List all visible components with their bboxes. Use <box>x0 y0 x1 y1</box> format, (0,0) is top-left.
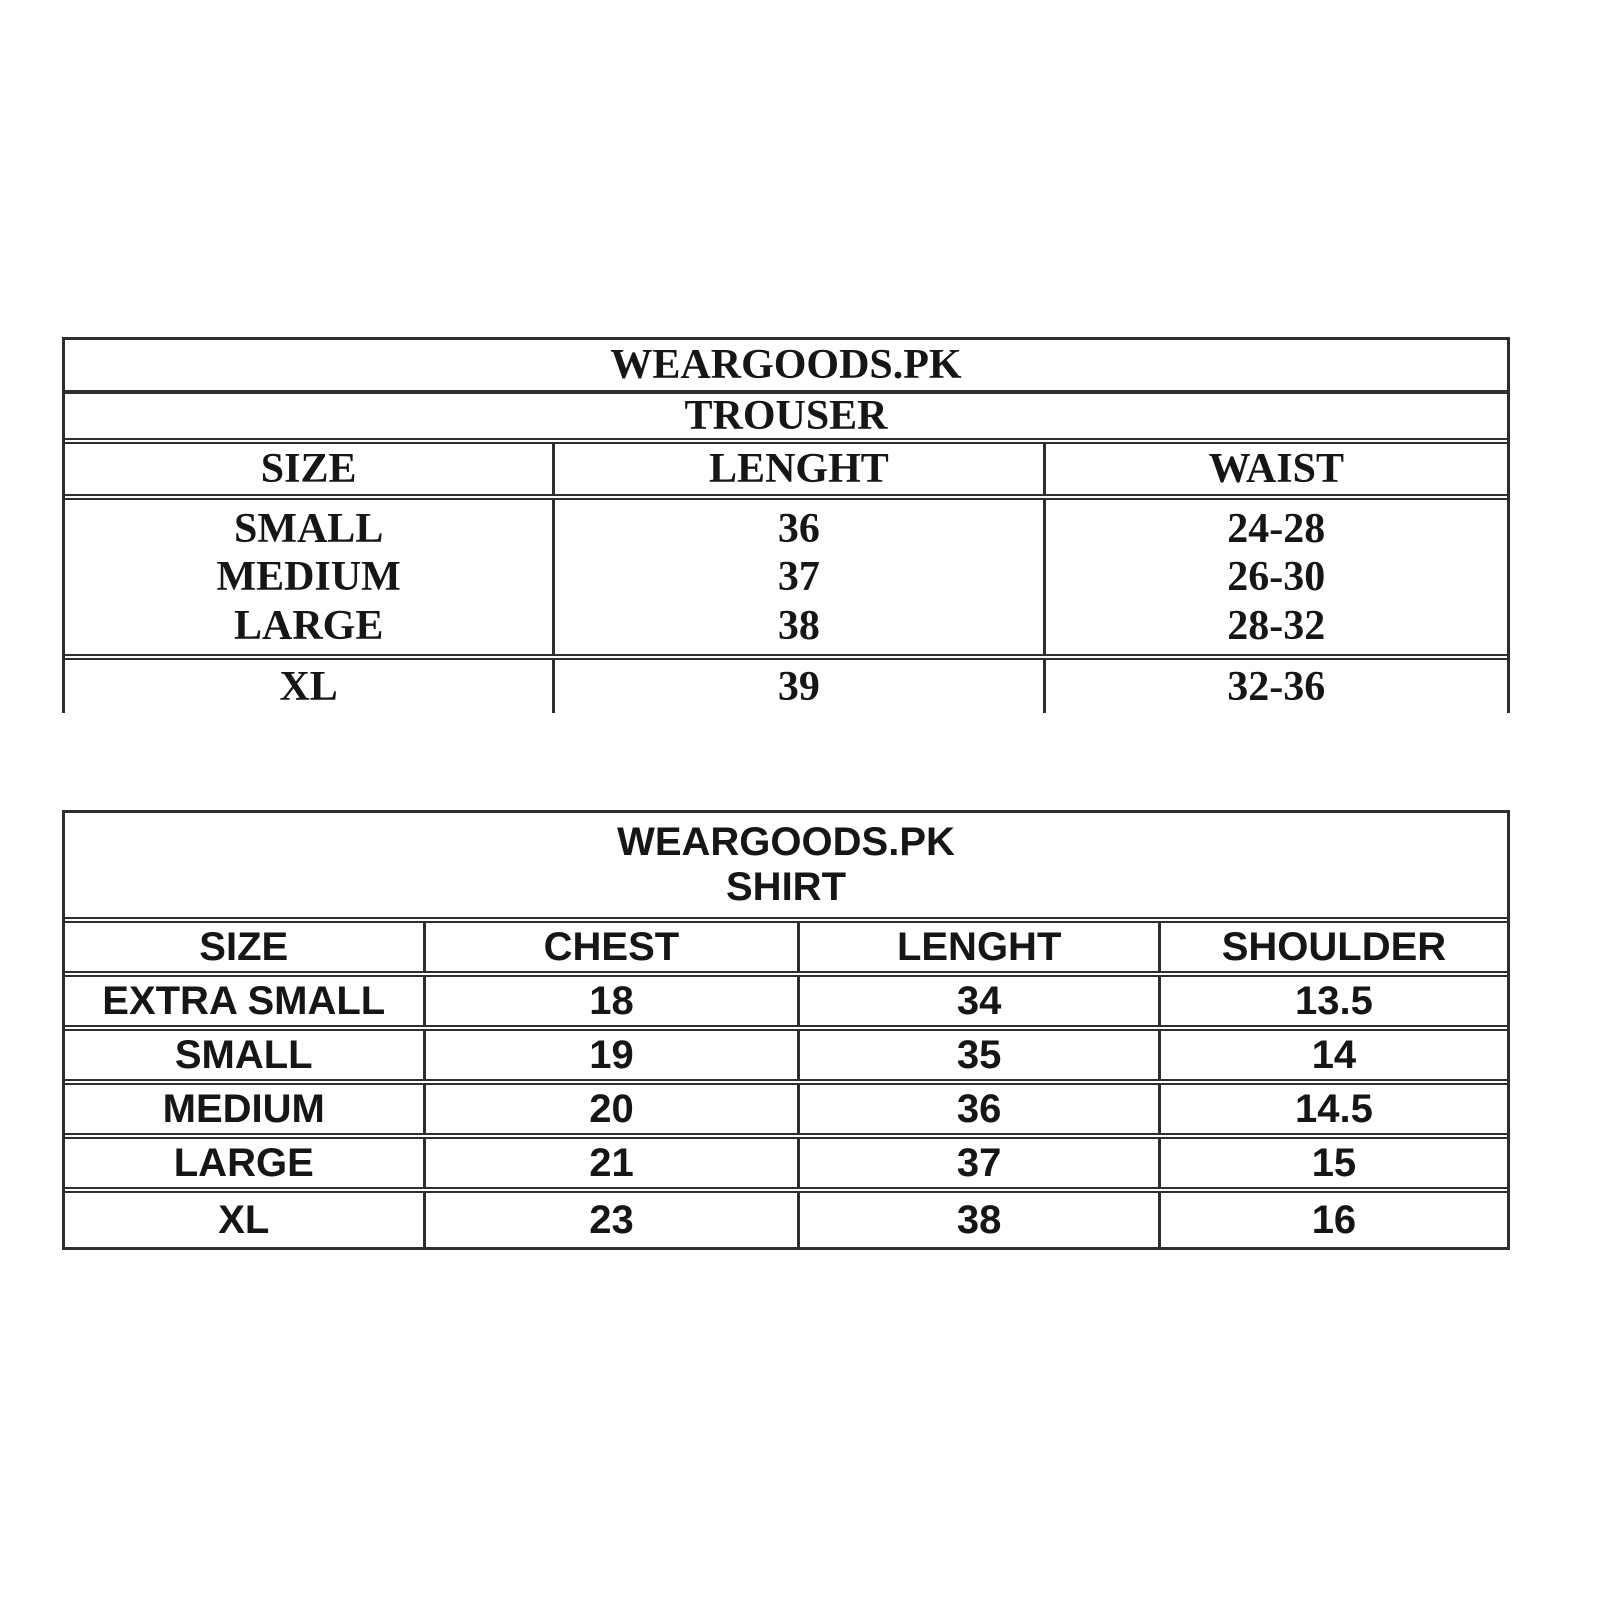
shirt-m-size: MEDIUM <box>162 1086 325 1131</box>
shirt-s-lenght: 35 <box>956 1032 1002 1077</box>
shirt-col-header-lenght <box>800 923 1161 971</box>
shirt-column-header-row <box>65 923 1507 977</box>
shirt-col-header-lenght-label: LENGHT <box>896 924 1062 969</box>
trouser-data-block <box>65 500 1507 660</box>
trouser-col-header-waist-label: WAIST <box>1208 446 1344 492</box>
shirt-m-lenght: 36 <box>956 1086 1002 1131</box>
shirt-subtitle: SHIRT <box>726 865 846 910</box>
shirt-xl-shoulder-cell <box>1161 1193 1507 1247</box>
shirt-xl-shoulder: 16 <box>1311 1197 1357 1242</box>
shirt-xs-shoulder-cell <box>1161 977 1507 1025</box>
shirt-col-header-shoulder <box>1161 923 1507 971</box>
shirt-row-small <box>65 1031 1507 1085</box>
trouser-size-table <box>62 337 1510 713</box>
shirt-xs-chest-cell <box>426 977 801 1025</box>
shirt-xl-lenght: 38 <box>956 1197 1002 1242</box>
trouser-col-header-lenght <box>555 444 1045 494</box>
shirt-xl-size: XL <box>218 1197 270 1242</box>
shirt-s-lenght-cell <box>800 1031 1161 1079</box>
shirt-xl-chest: 23 <box>589 1197 634 1242</box>
shirt-brand-title: WEARGOODS.PK <box>617 819 955 864</box>
shirt-m-size-cell <box>65 1085 426 1133</box>
shirt-l-lenght-cell <box>800 1139 1161 1187</box>
shirt-col-header-size <box>65 923 426 971</box>
shirt-l-shoulder: 15 <box>1311 1140 1357 1185</box>
shirt-xs-chest: 18 <box>589 978 634 1023</box>
shirt-col-header-size-label: SIZE <box>199 924 289 969</box>
shirt-m-lenght-cell <box>800 1085 1161 1133</box>
shirt-l-size: LARGE <box>173 1140 314 1185</box>
trouser-xl-lenght: 39 <box>777 663 820 710</box>
trouser-col-header-waist <box>1046 444 1507 494</box>
shirt-table-title-block <box>65 813 1507 923</box>
shirt-l-size-cell <box>65 1139 426 1187</box>
trouser-xl-waist: 32-36 <box>1227 663 1326 710</box>
shirt-xs-lenght: 34 <box>956 978 1002 1023</box>
shirt-row-extra-small <box>65 977 1507 1031</box>
trouser-col-header-size-label: SIZE <box>260 446 357 492</box>
trouser-size-small: SMALL <box>233 505 384 552</box>
trouser-waist-large: 28-32 <box>1227 602 1326 649</box>
shirt-xs-size-cell <box>65 977 426 1025</box>
shirt-xl-chest-cell <box>426 1193 801 1247</box>
trouser-waist-column-cells <box>1046 500 1507 654</box>
shirt-row-xl <box>65 1193 1507 1247</box>
trouser-xl-size: XL <box>279 663 338 710</box>
shirt-m-shoulder-cell <box>1161 1085 1507 1133</box>
shirt-m-chest: 20 <box>589 1086 634 1131</box>
trouser-row-xl <box>65 660 1507 713</box>
trouser-xl-waist-cell <box>1046 660 1507 713</box>
shirt-l-chest-cell <box>426 1139 801 1187</box>
trouser-xl-size-cell <box>65 660 555 713</box>
trouser-column-header-row <box>65 444 1507 500</box>
shirt-xs-shoulder: 13.5 <box>1295 978 1373 1023</box>
trouser-col-header-lenght-label: LENGHT <box>709 446 889 492</box>
trouser-table-subtitle-row <box>65 394 1507 444</box>
shirt-xs-lenght-cell <box>800 977 1161 1025</box>
trouser-waist-small: 24-28 <box>1227 505 1326 552</box>
shirt-xl-lenght-cell <box>800 1193 1161 1247</box>
shirt-col-header-chest-label: CHEST <box>543 924 680 969</box>
trouser-col-header-size <box>65 444 555 494</box>
trouser-lenght-large: 38 <box>777 602 820 649</box>
shirt-row-medium <box>65 1085 1507 1139</box>
trouser-size-large: LARGE <box>233 602 384 649</box>
shirt-m-chest-cell <box>426 1085 801 1133</box>
trouser-lenght-medium: 37 <box>777 554 820 600</box>
shirt-l-shoulder-cell <box>1161 1139 1507 1187</box>
shirt-m-shoulder: 14.5 <box>1295 1086 1373 1131</box>
trouser-brand-title: WEARGOODS.PK <box>610 342 962 388</box>
trouser-waist-medium: 26-30 <box>1227 554 1326 600</box>
shirt-s-chest-cell <box>426 1031 801 1079</box>
shirt-size-table <box>62 810 1510 1250</box>
trouser-table-title-row <box>65 340 1507 394</box>
trouser-size-column-cells <box>65 500 555 654</box>
shirt-col-header-shoulder-label: SHOULDER <box>1221 924 1447 969</box>
shirt-s-size-cell <box>65 1031 426 1079</box>
shirt-row-large <box>65 1139 1507 1193</box>
shirt-l-chest: 21 <box>589 1140 634 1185</box>
shirt-col-header-chest <box>426 923 801 971</box>
shirt-s-chest: 19 <box>589 1032 634 1077</box>
trouser-subtitle: TROUSER <box>684 393 888 439</box>
shirt-xs-size: EXTRA SMALL <box>102 978 386 1023</box>
shirt-s-shoulder: 14 <box>1311 1032 1357 1077</box>
trouser-size-medium: MEDIUM <box>216 554 401 600</box>
trouser-lenght-column-cells <box>555 500 1045 654</box>
shirt-s-size: SMALL <box>174 1032 313 1077</box>
trouser-xl-lenght-cell <box>555 660 1045 713</box>
shirt-l-lenght: 37 <box>956 1140 1002 1185</box>
shirt-s-shoulder-cell <box>1161 1031 1507 1079</box>
shirt-xl-size-cell <box>65 1193 426 1247</box>
trouser-lenght-small: 36 <box>777 505 820 552</box>
